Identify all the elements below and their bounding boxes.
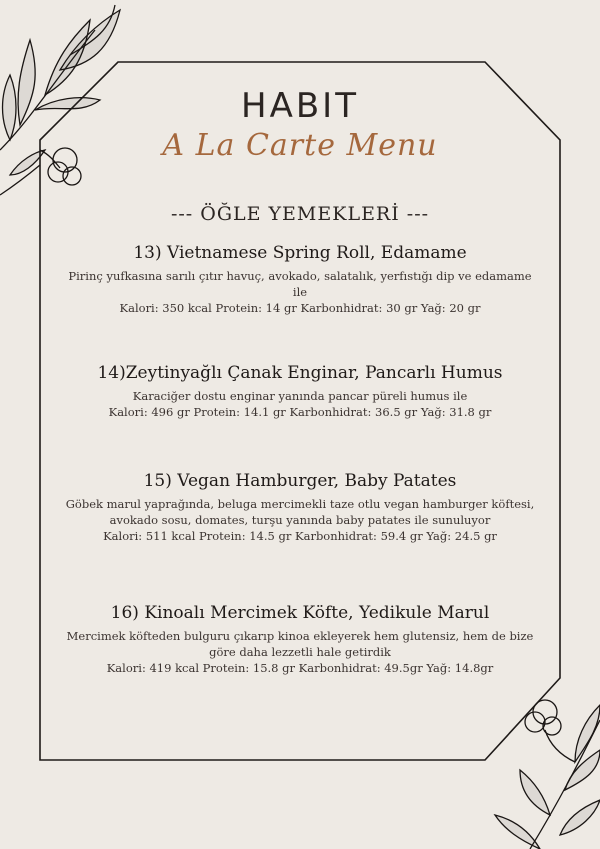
menu-item-macros: Kalori: 419 kcal Protein: 15.8 gr Karbonhidrat: 49.5gr Yağ: 14.8gr	[106, 661, 494, 675]
menu-item-title: 14)Zeytinyağlı Çanak Enginar, Pancarlı Humus	[97, 363, 503, 383]
section-title: --- ÖĞLE YEMEKLERİ ---	[170, 203, 430, 225]
menu-item-description: Mercimek köfteden bulguru çıkarıp kinoa ekleyerek hem glutensiz, hem de bize göre daha lezzetli hale getirdik	[66, 629, 534, 659]
menu-item-title: 15) Vegan Hamburger, Baby Patates	[143, 471, 457, 491]
menu-item-title: 16) Kinoalı Mercimek Köfte, Yedikule Marul	[110, 603, 490, 623]
brand-logo: HABIT	[241, 86, 359, 126]
menu-item-description: Pirinç yufkasına sarılı çıtır havuç, avokado, salatalık, yerfıstığı dip ve edamame ile	[68, 269, 532, 299]
menu-item-description: Karaciğer dostu enginar yanında pancar püreli humus ile	[132, 389, 468, 403]
menu-item	[60, 470, 540, 544]
menu-item	[60, 242, 540, 316]
menu-item	[60, 602, 540, 676]
menu-item	[60, 362, 540, 420]
menu-item-macros: Kalori: 511 kcal Protein: 14.5 gr Karbonhidrat: 59.4 gr Yağ: 24.5 gr	[103, 529, 497, 543]
menu-subtitle: A La Carte Menu	[162, 128, 438, 163]
menu-item-title: 13) Vietnamese Spring Roll, Edamame	[133, 243, 467, 263]
menu-item-macros: Kalori: 350 kcal Protein: 14 gr Karbonhidrat: 30 gr Yağ: 20 gr	[119, 301, 481, 315]
menu-item-description: Göbek marul yaprağında, beluga mercimekli taze otlu vegan hamburger köftesi, avokado sosu, domates, turşu yanında baby patates ile sunuluyor	[65, 497, 535, 527]
menu-item-macros: Kalori: 496 gr Protein: 14.1 gr Karbonhidrat: 36.5 gr Yağ: 31.8 gr	[108, 405, 492, 419]
